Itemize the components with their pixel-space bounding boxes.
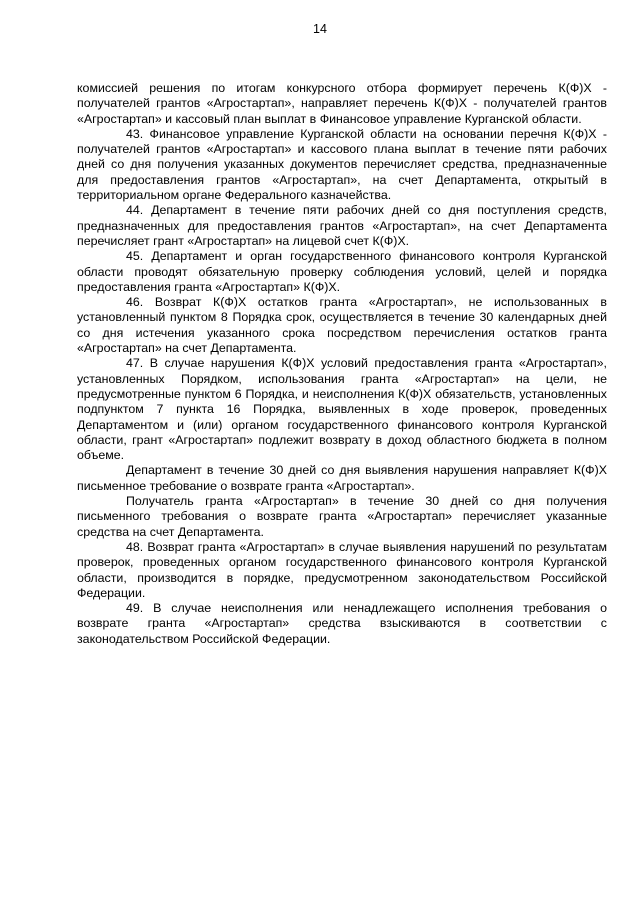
paragraph: Получатель гранта «Агростартап» в течение 30 дней со дня получения письменного требования о возврате гранта «Агростартап» перечисляет указанные средства на счет Департамента. bbox=[77, 494, 607, 539]
paragraph: 48. Возврат гранта «Агростартап» в случае выявления нарушений по результатам проверок, проведенных органом государственного финансового контроля Курганской области, производится в порядке, предусмотренном законодательством Российской Федерации. bbox=[77, 539, 607, 600]
paragraph: 46. Возврат К(Ф)Х остатков гранта «Агростартап», не использованных в установленный пунктом 8 Порядка срок, осуществляется в течение 30 календарных дней со дня истечения указанного срока посредством перечисления остатков гранта «Агростартап» на счет Департамента. bbox=[77, 295, 607, 356]
paragraph: 43. Финансовое управление Курганской области на основании перечня К(Ф)Х - получателей грантов «Агростартап» и кассового плана выплат в течение пяти рабочих дней со дня получения указанных документов перечисляет средства, предназначенные для предоставления грантов «Агростартап», на счет Департамента, открытый в территориальном органе Федерального казначейства. bbox=[77, 126, 607, 203]
paragraph: 44. Департамент в течение пяти рабочих дней со дня поступления средств, предназначенных для предоставления грантов «Агростартап», на счет Департамента перечисляет грант «Агростартап» на лицевой счет К(Ф)Х. bbox=[77, 203, 607, 248]
paragraph: комиссией решения по итогам конкурсного отбора формирует перечень К(Ф)Х - получателей грантов «Агростартап», направляет перечень К(Ф)Х - получателей грантов «Агростартап» и кассовый план выплат в Финансовое управление Курганской области. bbox=[77, 81, 607, 126]
paragraph: Департамент в течение 30 дней со дня выявления нарушения направляет К(Ф)Х письменное требование о возврате гранта «Агростартап». bbox=[77, 463, 607, 493]
paragraph: 49. В случае неисполнения или ненадлежащего исполнения требования о возврате гранта «Агростартап» средства взыскиваются в соответствии с законодательством Российской Федерации. bbox=[77, 601, 607, 646]
page-number: 14 bbox=[313, 22, 327, 36]
paragraph: 47. В случае нарушения К(Ф)Х условий предоставления гранта «Агростартап», установленных Порядком, использования гранта «Агростартап» на цели, не предусмотренные пунктом 6 Порядка, и неисполнения К(Ф)Х обязательств, установленных подпунктом 7 пункта 16 Порядка, выявленных в ходе проверок, проведенных Департаментом и (или) органом государственного финансового контроля Курганской области, грант «Агростартап» подлежит возврату в доход областного бюджета в полном объеме. bbox=[77, 356, 607, 463]
document-body bbox=[77, 81, 607, 647]
paragraph: 45. Департамент и орган государственного финансового контроля Курганской области проводят обязательную проверку соблюдения условий, целей и порядка предоставления гранта «Агростартап» К(Ф)Х. bbox=[77, 249, 607, 294]
